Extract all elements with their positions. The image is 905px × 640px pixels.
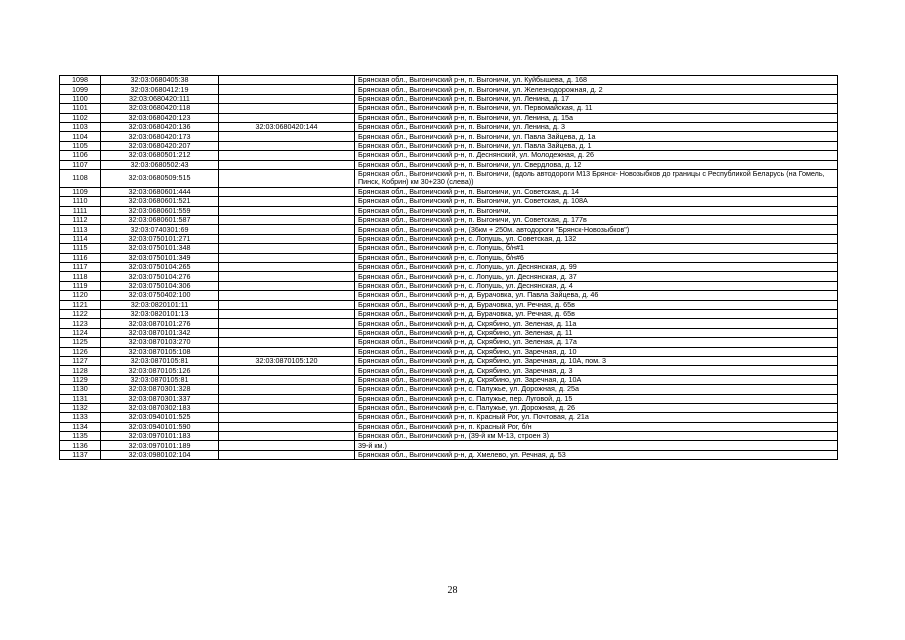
row-number-cell: 1103 [60, 122, 101, 131]
table-row [60, 450, 838, 459]
table-row [60, 291, 838, 300]
cadastral-number-cell: 32:03:0680601:559 [101, 206, 219, 215]
address-cell: Брянская обл., Выгоничский р-н, с. Палужье, ул. Дорожная, д. 26 [355, 403, 838, 412]
table-row [60, 197, 838, 206]
table-row [60, 413, 838, 422]
cadastral-number-cell: 32:03:0680501:212 [101, 151, 219, 160]
table-row [60, 347, 838, 356]
address-cell: Брянская обл., Выгоничский р-н, п. Выгоничи, ул. Свердлова, д. 12 [355, 160, 838, 169]
cadastral-number-cell: 32:03:0680412:19 [101, 85, 219, 94]
related-cadastral-number-cell: 32:03:0680420:144 [219, 122, 355, 131]
address-cell: Брянская обл., Выгоничский р-н, д. Бурачовка, ул. Павла Зайцева, д. 46 [355, 291, 838, 300]
related-cadastral-number-cell [219, 85, 355, 94]
table-row [60, 319, 838, 328]
table-row [60, 309, 838, 318]
related-cadastral-number-cell [219, 206, 355, 215]
address-cell: Брянская обл., Выгоничский р-н, д. Скрябино, ул. Зеленая, д. 17а [355, 338, 838, 347]
address-cell: Брянская обл., Выгоничский р-н, п. Выгоничи, ул. Ленина, д. 17 [355, 94, 838, 103]
cadastral-number-cell: 32:03:0870105:126 [101, 366, 219, 375]
address-cell: Брянская обл., Выгоничский р-н, п. Выгоничи, ул. Ленина, д. 3 [355, 122, 838, 131]
cadastral-number-cell: 32:03:0680420:111 [101, 94, 219, 103]
cadastral-number-cell: 32:03:0680601:587 [101, 216, 219, 225]
cadastral-number-cell: 32:03:0680420:123 [101, 113, 219, 122]
row-number-cell: 1102 [60, 113, 101, 122]
table-row [60, 422, 838, 431]
row-number-cell: 1111 [60, 206, 101, 215]
related-cadastral-number-cell [219, 441, 355, 450]
row-number-cell: 1128 [60, 366, 101, 375]
cadastral-number-cell: 32:03:0680601:444 [101, 187, 219, 196]
address-cell: Брянская обл., Выгоничский р-н, д. Скрябино, ул. Зеленая, д. 11а [355, 319, 838, 328]
row-number-cell: 1104 [60, 132, 101, 141]
row-number-cell: 1124 [60, 328, 101, 337]
cadastral-number-cell: 32:03:0870101:342 [101, 328, 219, 337]
cadastral-number-cell: 32:03:0750101:271 [101, 234, 219, 243]
row-number-cell: 1112 [60, 216, 101, 225]
cadastral-number-cell: 32:03:0820101:11 [101, 300, 219, 309]
related-cadastral-number-cell [219, 450, 355, 459]
table-row [60, 281, 838, 290]
address-cell: Брянская обл., Выгоничский р-н, п. Выгоничи, ул. Железнодорожная, д. 2 [355, 85, 838, 94]
address-cell: Брянская обл., Выгоничский р-н, с. Лопушь, ул. Советская, д. 132 [355, 234, 838, 243]
cadastral-number-cell: 32:03:0940101:525 [101, 413, 219, 422]
row-number-cell: 1107 [60, 160, 101, 169]
cadastral-number-cell: 32:03:0680420:173 [101, 132, 219, 141]
address-cell: Брянская обл., Выгоничский р-н, д. Скрябино, ул. Зеленая, д. 11 [355, 328, 838, 337]
table-row [60, 85, 838, 94]
related-cadastral-number-cell: 32:03:0870105:120 [219, 356, 355, 365]
related-cadastral-number-cell [219, 132, 355, 141]
table-row [60, 122, 838, 131]
related-cadastral-number-cell [219, 76, 355, 85]
related-cadastral-number-cell [219, 272, 355, 281]
address-cell: Брянская обл., Выгоничский р-н, п. Выгоничи, ул. Советская, д. 108А [355, 197, 838, 206]
cadastral-number-cell: 32:03:0680420:207 [101, 141, 219, 150]
related-cadastral-number-cell [219, 338, 355, 347]
table-row [60, 300, 838, 309]
related-cadastral-number-cell [219, 234, 355, 243]
address-cell: Брянская обл., Выгоничский р-н, с. Лопушь, б/н#1 [355, 244, 838, 253]
cadastral-number-cell: 32:03:0980102:104 [101, 450, 219, 459]
table-row [60, 151, 838, 160]
row-number-cell: 1135 [60, 432, 101, 441]
related-cadastral-number-cell [219, 263, 355, 272]
cadastral-number-cell: 32:03:0750402:100 [101, 291, 219, 300]
cadastral-number-cell: 32:03:0740301:69 [101, 225, 219, 234]
address-cell: Брянская обл., Выгоничский р-н, п. Выгоничи, [355, 206, 838, 215]
address-cell: Брянская обл., Выгоничский р-н, п. Выгоничи, ул. Ленина, д. 15а [355, 113, 838, 122]
cadastral-number-cell: 32:03:0870301:337 [101, 394, 219, 403]
related-cadastral-number-cell [219, 413, 355, 422]
related-cadastral-number-cell [219, 244, 355, 253]
row-number-cell: 1123 [60, 319, 101, 328]
row-number-cell: 1130 [60, 385, 101, 394]
address-cell: Брянская обл., Выгоничский р-н, (36км + 250м. автодороги "Брянск-Новозыбков") [355, 225, 838, 234]
address-cell: Брянская обл., Выгоничский р-н, п. Выгоничи, ул. Павла Зайцева, д. 1а [355, 132, 838, 141]
related-cadastral-number-cell [219, 394, 355, 403]
row-number-cell: 1114 [60, 234, 101, 243]
row-number-cell: 1099 [60, 85, 101, 94]
row-number-cell: 1101 [60, 104, 101, 113]
table-row [60, 253, 838, 262]
table-row [60, 441, 838, 450]
address-cell: Брянская обл., Выгоничский р-н, д. Скрябино, ул. Заречная, д. 10А [355, 375, 838, 384]
related-cadastral-number-cell [219, 432, 355, 441]
row-number-cell: 1132 [60, 403, 101, 412]
related-cadastral-number-cell [219, 309, 355, 318]
row-number-cell: 1134 [60, 422, 101, 431]
address-cell: Брянская обл., Выгоничский р-н, п. Красный Рог, б/н [355, 422, 838, 431]
address-cell: Брянская обл., Выгоничский р-н, п. Деснянский, ул. Молодежная, д. 26 [355, 151, 838, 160]
table-row [60, 394, 838, 403]
table-row [60, 160, 838, 169]
related-cadastral-number-cell [219, 347, 355, 356]
address-cell: Брянская обл., Выгоничский р-н, п. Выгоничи, ул. Первомайская, д. 11 [355, 104, 838, 113]
table-row [60, 272, 838, 281]
row-number-cell: 1098 [60, 76, 101, 85]
cadastral-number-cell: 32:03:0870103:270 [101, 338, 219, 347]
table-row [60, 366, 838, 375]
cadastral-number-cell: 32:03:0940101:590 [101, 422, 219, 431]
page-number: 28 [447, 585, 458, 596]
cadastral-number-cell: 32:03:0750104:265 [101, 263, 219, 272]
row-number-cell: 1119 [60, 281, 101, 290]
row-number-cell: 1129 [60, 375, 101, 384]
address-cell: Брянская обл., Выгоничский р-н, п. Выгоничи, ул. Куйбышева, д. 168 [355, 76, 838, 85]
table-row [60, 234, 838, 243]
table-row [60, 132, 838, 141]
related-cadastral-number-cell [219, 328, 355, 337]
related-cadastral-number-cell [219, 216, 355, 225]
cadastral-number-cell: 32:03:0680601:521 [101, 197, 219, 206]
cadastral-number-cell: 32:03:0870302:183 [101, 403, 219, 412]
table-row [60, 385, 838, 394]
table-row [60, 169, 838, 187]
table-row [60, 328, 838, 337]
related-cadastral-number-cell [219, 113, 355, 122]
row-number-cell: 1126 [60, 347, 101, 356]
related-cadastral-number-cell [219, 422, 355, 431]
related-cadastral-number-cell [219, 319, 355, 328]
row-number-cell: 1113 [60, 225, 101, 234]
row-number-cell: 1136 [60, 441, 101, 450]
table-row [60, 244, 838, 253]
table-row [60, 94, 838, 103]
cadastral-number-cell: 32:03:0750104:306 [101, 281, 219, 290]
cadastral-number-cell: 32:03:0680509:515 [101, 169, 219, 187]
row-number-cell: 1115 [60, 244, 101, 253]
cadastral-number-cell: 32:03:0750101:348 [101, 244, 219, 253]
row-number-cell: 1106 [60, 151, 101, 160]
related-cadastral-number-cell [219, 403, 355, 412]
address-cell: Брянская обл., Выгоничский р-н, п. Выгоничи, ул. Павла Зайцева, д. 1 [355, 141, 838, 150]
cadastral-number-cell: 32:03:0820101:13 [101, 309, 219, 318]
table-row [60, 206, 838, 215]
address-cell: Брянская обл., Выгоничский р-н, с. Лопушь, ул. Деснянская, д. 37 [355, 272, 838, 281]
related-cadastral-number-cell [219, 94, 355, 103]
address-cell: Брянская обл., Выгоничский р-н, с. Лопушь, ул. Деснянская, д. 99 [355, 263, 838, 272]
address-cell: Брянская обл., Выгоничский р-н, с. Лопушь, ул. Деснянская, д. 4 [355, 281, 838, 290]
row-number-cell: 1131 [60, 394, 101, 403]
cadastral-number-cell: 32:03:0970101:189 [101, 441, 219, 450]
table-row [60, 263, 838, 272]
related-cadastral-number-cell [219, 104, 355, 113]
related-cadastral-number-cell [219, 225, 355, 234]
related-cadastral-number-cell [219, 385, 355, 394]
address-cell: Брянская обл., Выгоничский р-н, п. Выгоничи, ул. Советская, д. 177в [355, 216, 838, 225]
cadastral-number-cell: 32:03:0750101:349 [101, 253, 219, 262]
row-number-cell: 1105 [60, 141, 101, 150]
row-number-cell: 1118 [60, 272, 101, 281]
table-row [60, 432, 838, 441]
table-row [60, 225, 838, 234]
address-cell: Брянская обл., Выгоничский р-н, п. Выгоничи, (вдоль автодороги М13 Брянск- Новозыбков до границы с Республикой Беларусь (на Гомель, Пинск, Кобрин) км 30+230 (слева)) [355, 169, 838, 187]
table-row [60, 216, 838, 225]
address-cell: Брянская обл., Выгоничский р-н, (39-й км М-13, строен 3) [355, 432, 838, 441]
address-cell: 39-й км.) [355, 441, 838, 450]
registry-table-body [60, 76, 838, 460]
related-cadastral-number-cell [219, 366, 355, 375]
cadastral-number-cell: 32:03:0870105:108 [101, 347, 219, 356]
table-row [60, 338, 838, 347]
related-cadastral-number-cell [219, 187, 355, 196]
related-cadastral-number-cell [219, 300, 355, 309]
related-cadastral-number-cell [219, 141, 355, 150]
row-number-cell: 1108 [60, 169, 101, 187]
row-number-cell: 1100 [60, 94, 101, 103]
table-row [60, 104, 838, 113]
address-cell: Брянская обл., Выгоничский р-н, д. Скрябино, ул. Заречная, д. 10А, пом. 3 [355, 356, 838, 365]
row-number-cell: 1125 [60, 338, 101, 347]
related-cadastral-number-cell [219, 375, 355, 384]
row-number-cell: 1121 [60, 300, 101, 309]
address-cell: Брянская обл., Выгоничский р-н, с. Палужье, ул. Дорожная, д. 25а [355, 385, 838, 394]
cadastral-number-cell: 32:03:0680405:38 [101, 76, 219, 85]
row-number-cell: 1109 [60, 187, 101, 196]
table-row [60, 113, 838, 122]
row-number-cell: 1127 [60, 356, 101, 365]
cadastral-number-cell: 32:03:0750104:276 [101, 272, 219, 281]
cadastral-number-cell: 32:03:0870301:328 [101, 385, 219, 394]
table-row [60, 76, 838, 85]
related-cadastral-number-cell [219, 253, 355, 262]
address-cell: Брянская обл., Выгоничский р-н, д. Хмелево, ул. Речная, д. 53 [355, 450, 838, 459]
table-row [60, 187, 838, 196]
related-cadastral-number-cell [219, 169, 355, 187]
related-cadastral-number-cell [219, 160, 355, 169]
address-cell: Брянская обл., Выгоничский р-н, д. Бурачовка, ул. Речная, д. 65в [355, 300, 838, 309]
related-cadastral-number-cell [219, 291, 355, 300]
cadastral-number-cell: 32:03:0870105:81 [101, 375, 219, 384]
cadastral-number-cell: 32:03:0970101:183 [101, 432, 219, 441]
row-number-cell: 1133 [60, 413, 101, 422]
row-number-cell: 1137 [60, 450, 101, 459]
row-number-cell: 1122 [60, 309, 101, 318]
row-number-cell: 1116 [60, 253, 101, 262]
registry-table [59, 75, 838, 460]
table-row [60, 403, 838, 412]
cadastral-number-cell: 32:03:0680420:118 [101, 104, 219, 113]
address-cell: Брянская обл., Выгоничский р-н, д. Скрябино, ул. Заречная, д. 10 [355, 347, 838, 356]
address-cell: Брянская обл., Выгоничский р-н, п. Выгоничи, ул. Советская, д. 14 [355, 187, 838, 196]
table-row [60, 141, 838, 150]
cadastral-number-cell: 32:03:0870105:81 [101, 356, 219, 365]
address-cell: Брянская обл., Выгоничский р-н, с. Лопушь, б/н#6 [355, 253, 838, 262]
table-row [60, 356, 838, 365]
related-cadastral-number-cell [219, 281, 355, 290]
cadastral-number-cell: 32:03:0680502:43 [101, 160, 219, 169]
address-cell: Брянская обл., Выгоничский р-н, п. Красный Рог, ул. Почтовая, д. 21а [355, 413, 838, 422]
row-number-cell: 1120 [60, 291, 101, 300]
table-row [60, 375, 838, 384]
cadastral-number-cell: 32:03:0870101:276 [101, 319, 219, 328]
address-cell: Брянская обл., Выгоничский р-н, д. Скрябино, ул. Заречная, д. 3 [355, 366, 838, 375]
address-cell: Брянская обл., Выгоничский р-н, д. Бурачовка, ул. Речная, д. 65в [355, 309, 838, 318]
row-number-cell: 1117 [60, 263, 101, 272]
related-cadastral-number-cell [219, 151, 355, 160]
cadastral-number-cell: 32:03:0680420:136 [101, 122, 219, 131]
related-cadastral-number-cell [219, 197, 355, 206]
address-cell: Брянская обл., Выгоничский р-н, с. Палужье, пер. Луговой, д. 15 [355, 394, 838, 403]
row-number-cell: 1110 [60, 197, 101, 206]
